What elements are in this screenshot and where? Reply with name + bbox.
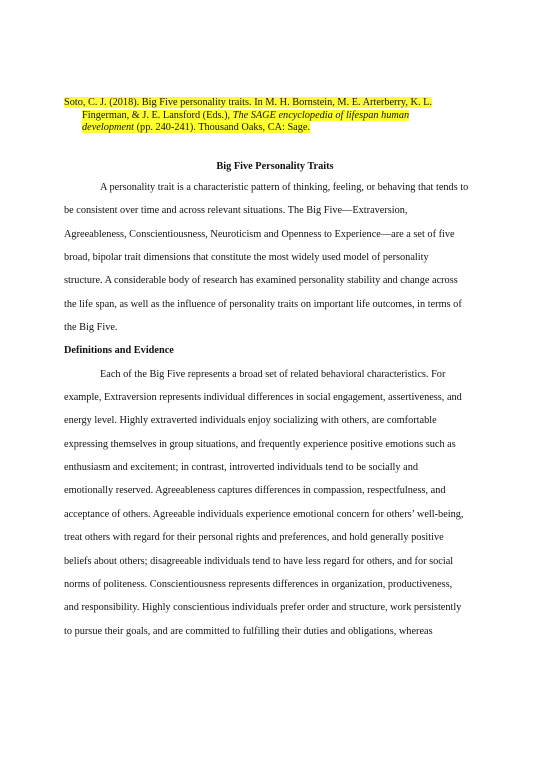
paragraph-line: to pursue their goals, and are committed to fulfilling their duties and obligations, whereas (64, 625, 433, 637)
paragraph-line: the life span, as well as the influence of personality traits on important life outcomes, in terms of (64, 298, 462, 310)
body-text (64, 181, 494, 648)
paragraph-line: beliefs about others; disagreeable individuals tend to have less regard for others, and for social (64, 555, 454, 567)
paragraph-line: emotionally reserved. Agreeableness captures differences in compassion, respectfulness, and (64, 485, 446, 497)
paragraph-line: enthusiasm and excitement; in contrast, introverted individuals tend to be socially and (64, 462, 419, 474)
citation-line (64, 97, 484, 110)
paragraph-line: example, Extraversion represents individual differences in social engagement, assertiveness, and (64, 392, 462, 404)
paragraph-line: structure. A considerable body of research has examined personality stability and change across (64, 275, 458, 287)
citation-book-title: development (82, 122, 135, 134)
citation-highlight: Soto, C. J. (2018). Big Five personality traits. In M. H. Bornstein, M. E. Arterberry, K. L. (64, 97, 432, 108)
citation-editors: Fingerman, & J. E. Lansford (Eds.), (82, 109, 233, 121)
paragraph-line: energy level. Highly extraverted individuals enjoy socializing with others, are comfortable (64, 415, 437, 427)
citation-publisher: (pp. 240-241). Thousand Oaks, CA: Sage. (134, 122, 311, 134)
document-title: Big Five Personality Traits (216, 161, 334, 172)
citation-highlight (82, 110, 409, 121)
paragraph-line: be consistent over time and across relevant situations. The Big Five—Extraversion, (64, 205, 408, 217)
paragraph-line: norms of politeness. Conscientiousness represents differences in organization, productiveness, (64, 578, 453, 590)
paragraph-line: acceptance of others. Agreeable individuals experience emotional concern for others’ well-being, (64, 508, 464, 520)
paragraph-line: and responsibility. Highly conscientious individuals prefer order and structure, work persistently (64, 602, 462, 614)
paragraph-line: the Big Five. (64, 322, 118, 334)
paragraph-line: treat others with regard for their personal rights and preferences, and hold generally positive (64, 532, 444, 544)
citation-highlight (82, 122, 310, 133)
paragraph-line: Each of the Big Five represents a broad set of related behavioral characteristics. For (100, 368, 446, 380)
paragraph-line: Agreeableness, Conscientiousness, Neuroticism and Openness to Experience—are a set of five (64, 228, 455, 240)
paragraph-line: broad, bipolar trait dimensions that constitute the most widely used model of personality (64, 252, 429, 264)
citation-line (64, 122, 484, 135)
section-heading: Definitions and Evidence (64, 345, 174, 357)
paragraph-line: expressing themselves in group situations, and frequently experience positive emotions such as (64, 438, 456, 450)
citation-book-title: The SAGE encyclopedia of lifespan human (232, 109, 410, 121)
paragraph-line: A personality trait is a characteristic pattern of thinking, feeling, or behaving that tends to (100, 182, 469, 193)
citation-line (64, 110, 484, 123)
citation (64, 97, 484, 135)
